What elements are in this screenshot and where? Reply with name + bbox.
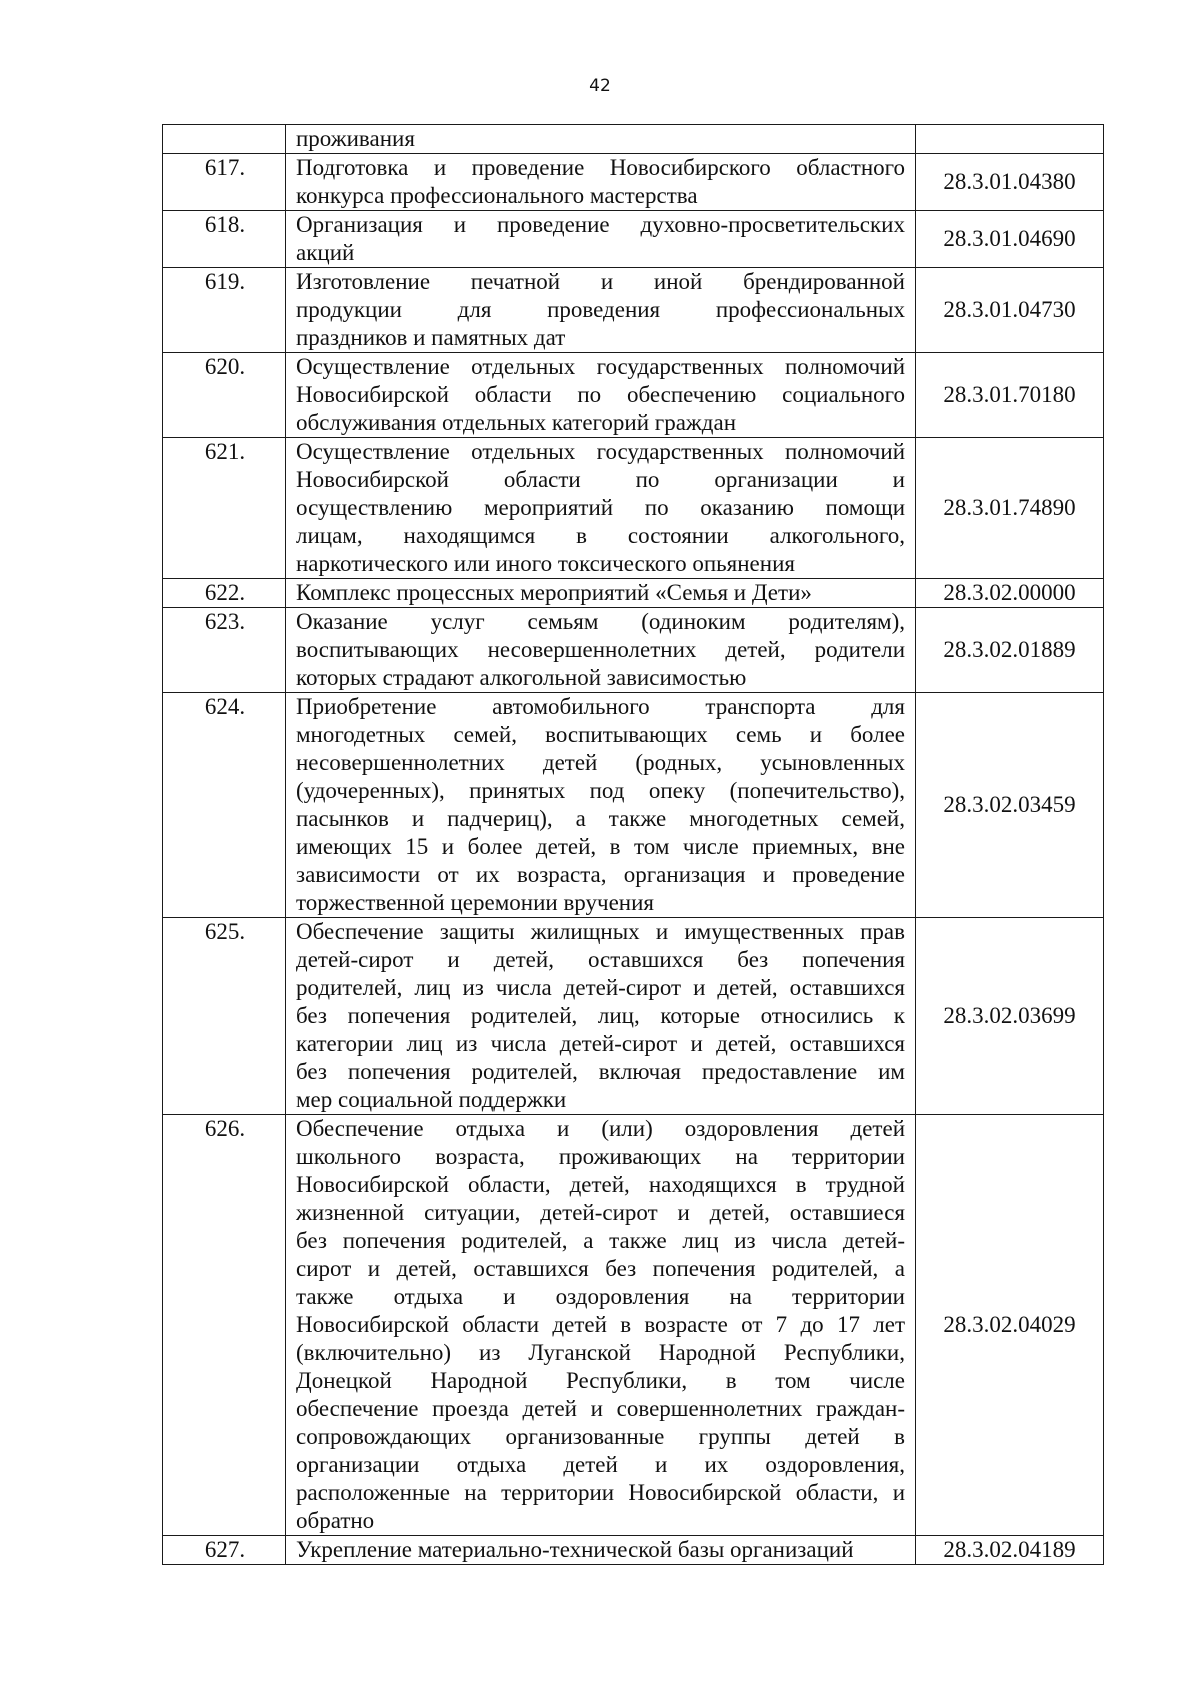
description-line: которых страдают алкогольной зависимостью	[296, 665, 747, 690]
description-cell	[286, 438, 916, 579]
description-line: конкурса профессионального мастерства	[296, 183, 698, 208]
description-line: торжественной церемонии вручения	[296, 890, 654, 915]
description-line: осуществлению мероприятий по оказанию помощи	[296, 495, 905, 520]
budget-code-cell: 28.3.02.03699	[916, 918, 1104, 1115]
budget-code-cell: 28.3.01.70180	[916, 353, 1104, 438]
description-line: сирот и детей, оставшихся без попечения родителей, а	[296, 1256, 905, 1281]
row-number-cell	[163, 1115, 286, 1536]
row-number: 625.	[204, 919, 246, 944]
description-line: лицам, находящимся в состоянии алкогольного,	[296, 523, 905, 548]
description-line: родителей, лиц из числа детей-сирот и детей, оставшихся	[296, 975, 905, 1000]
budget-code-cell: 28.3.02.04189	[916, 1536, 1104, 1565]
description-line: многодетных семей, воспитывающих семь и более	[296, 722, 905, 747]
table-row	[163, 579, 1104, 608]
description-line: наркотического или иного токсического опьянения	[296, 551, 795, 576]
table-row	[163, 154, 1104, 211]
description-line: (включительно) из Луганской Народной Республики,	[296, 1340, 905, 1365]
description-line: Изготовление печатной и иной брендированной	[296, 269, 905, 294]
description-line: обратно	[296, 1508, 375, 1533]
description-line: продукции для проведения профессиональных	[296, 297, 905, 322]
description-line: Подготовка и проведение Новосибирского областного	[296, 155, 905, 180]
table-row	[163, 438, 1104, 579]
table-row	[163, 918, 1104, 1115]
budget-code-cell: 28.3.02.03459	[916, 693, 1104, 918]
budget-code-cell: 28.3.01.04380	[916, 154, 1104, 211]
description-cell	[286, 353, 916, 438]
table-body	[163, 125, 1104, 1565]
table-row	[163, 693, 1104, 918]
row-number-cell	[163, 353, 286, 438]
row-number: 617.	[204, 155, 246, 180]
description-cell	[286, 154, 916, 211]
table-row	[163, 353, 1104, 438]
row-number-cell	[163, 268, 286, 353]
description-line: Комплекс процессных мероприятий «Семья и Дети»	[296, 580, 812, 605]
table-row	[163, 1115, 1104, 1536]
budget-code-cell: 28.3.02.01889	[916, 608, 1104, 693]
row-number: 619.	[204, 269, 246, 294]
table-row	[163, 1536, 1104, 1565]
description-line: Донецкой Народной Республики, в том числе	[296, 1368, 905, 1393]
row-number: 621.	[204, 439, 246, 464]
description-line: зависимости от их возраста, организация и проведение	[296, 862, 905, 887]
description-cell	[286, 1536, 916, 1565]
table-row	[163, 211, 1104, 268]
description-cell	[286, 268, 916, 353]
description-cell	[286, 125, 916, 154]
description-cell	[286, 918, 916, 1115]
row-number: 626.	[204, 1116, 246, 1141]
budget-code-cell: 28.3.01.74890	[916, 438, 1104, 579]
row-number-cell	[163, 438, 286, 579]
description-line: воспитывающих несовершеннолетних детей, родители	[296, 637, 905, 662]
description-line: Новосибирской области детей в возрасте от 7 до 17 лет	[296, 1312, 905, 1337]
table-row	[163, 125, 1104, 154]
description-line: проживания	[296, 126, 415, 151]
description-line: школьного возраста, проживающих на территории	[296, 1144, 905, 1169]
description-line: Организация и проведение духовно-просветительских	[296, 212, 905, 237]
budget-code-table	[162, 124, 1104, 1565]
description-line: акций	[296, 240, 355, 265]
description-cell	[286, 579, 916, 608]
description-line: Оказание услуг семьям (одиноким родителям),	[296, 609, 905, 634]
description-line: детей-сирот и детей, оставшихся без попечения	[296, 947, 905, 972]
description-line: Новосибирской области, детей, находящихся в трудной	[296, 1172, 905, 1197]
row-number: 618.	[204, 212, 246, 237]
description-cell	[286, 1115, 916, 1536]
row-number-cell	[163, 918, 286, 1115]
row-number: 627.	[204, 1537, 246, 1562]
row-number-cell	[163, 608, 286, 693]
description-line: категории лиц из числа детей-сирот и детей, оставшихся	[296, 1031, 905, 1056]
description-cell	[286, 211, 916, 268]
row-number: 620.	[204, 354, 246, 379]
row-number-cell	[163, 693, 286, 918]
budget-code-cell: 28.3.01.04690	[916, 211, 1104, 268]
description-line: без попечения родителей, а также лиц из числа детей-	[296, 1228, 905, 1253]
table-row	[163, 268, 1104, 353]
description-line: расположенные на территории Новосибирской области, и	[296, 1480, 905, 1505]
description-line: без попечения родителей, включая предоставление им	[296, 1059, 905, 1084]
description-line: жизненной ситуации, детей-сирот и детей, оставшиеся	[296, 1200, 905, 1225]
row-number-cell	[163, 211, 286, 268]
page-number: 42	[589, 76, 611, 96]
description-line: сопровождающих организованные группы детей в	[296, 1424, 905, 1449]
row-number-cell	[163, 125, 286, 154]
description-line: Новосибирской области по обеспечению социального	[296, 382, 905, 407]
description-line: Осуществление отдельных государственных полномочий	[296, 354, 905, 379]
description-line: организации отдыха детей и их оздоровления,	[296, 1452, 905, 1477]
description-line: Обеспечение защиты жилищных и имущественных прав	[296, 919, 905, 944]
budget-code-cell: 28.3.01.04730	[916, 268, 1104, 353]
description-line: Приобретение автомобильного транспорта для	[296, 694, 905, 719]
description-line: без попечения родителей, лиц, которые относились к	[296, 1003, 905, 1028]
description-line: Осуществление отдельных государственных полномочий	[296, 439, 905, 464]
description-line: также отдыха и оздоровления на территории	[296, 1284, 905, 1309]
description-line: обеспечение проезда детей и совершеннолетних граждан-	[296, 1396, 905, 1421]
table-row	[163, 608, 1104, 693]
description-cell	[286, 608, 916, 693]
description-line: мер социальной поддержки	[296, 1087, 567, 1112]
description-line: пасынков и падчериц), а также многодетных семей,	[296, 806, 905, 831]
budget-code-cell: 28.3.02.04029	[916, 1115, 1104, 1536]
description-cell	[286, 693, 916, 918]
description-line: обслуживания отдельных категорий граждан	[296, 410, 737, 435]
row-number: 622.	[204, 580, 246, 605]
description-line: (удочеренных), принятых под опеку (попечительство),	[296, 778, 905, 803]
description-line: несовершеннолетних детей (родных, усыновленных	[296, 750, 905, 775]
description-line: праздников и памятных дат	[296, 325, 566, 350]
row-number: 623.	[204, 609, 246, 634]
description-line: имеющих 15 и более детей, в том числе приемных, вне	[296, 834, 905, 859]
budget-code-cell	[916, 125, 1104, 154]
description-line: Новосибирской области по организации и	[296, 467, 905, 492]
row-number-cell	[163, 154, 286, 211]
row-number-cell	[163, 579, 286, 608]
row-number: 624.	[204, 694, 246, 719]
row-number-cell	[163, 1536, 286, 1565]
budget-code-cell: 28.3.02.00000	[916, 579, 1104, 608]
description-line: Укрепление материально-технической базы организаций	[296, 1537, 854, 1562]
description-line: Обеспечение отдыха и (или) оздоровления детей	[296, 1116, 905, 1141]
